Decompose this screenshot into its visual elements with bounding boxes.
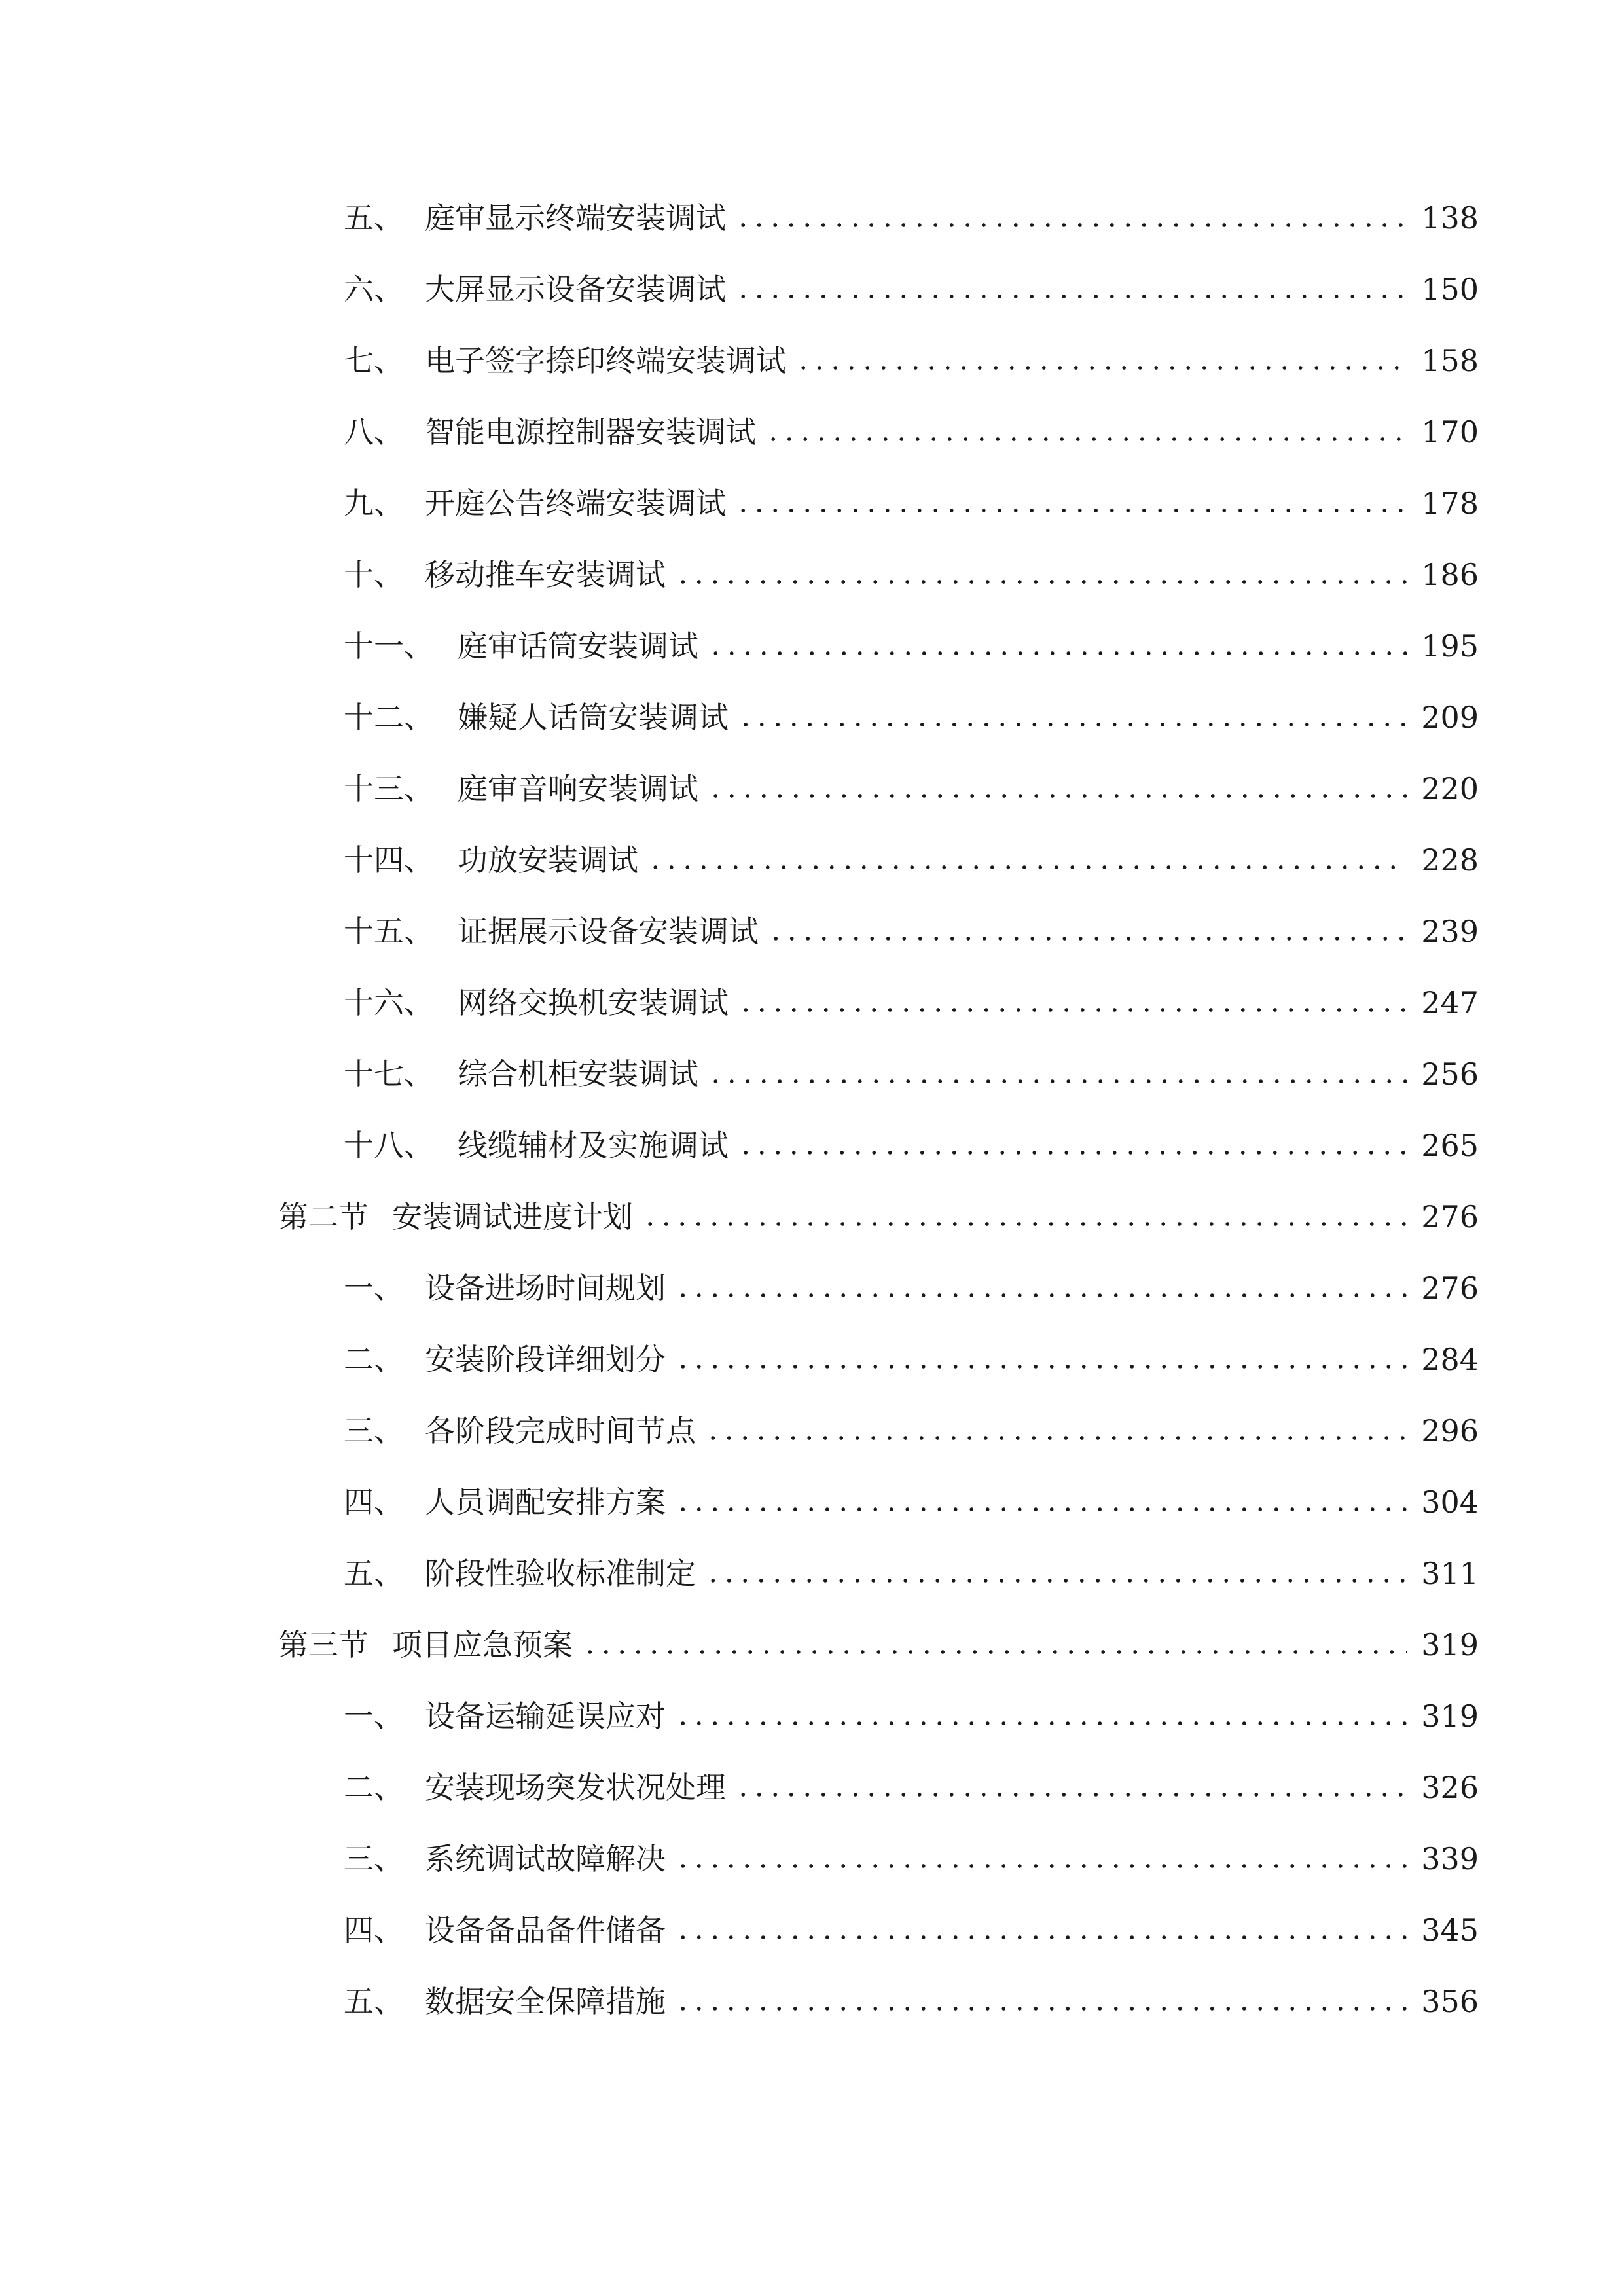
dot-leader [675, 1864, 1407, 1868]
toc-entry-title: 嫌疑人话筒安装调试 [458, 700, 729, 735]
toc-section-entry[interactable] [278, 1191, 1479, 1243]
dot-leader [735, 295, 1407, 298]
toc-entry-number: 八、 [344, 414, 404, 450]
toc-entry-title: 设备备品备件储备 [425, 1912, 666, 1948]
toc-entry-number: 十三、 [344, 771, 434, 806]
toc-entry[interactable] [344, 477, 1479, 529]
dot-leader [765, 437, 1407, 441]
toc-entry-title: 功放安装调试 [458, 842, 638, 878]
toc-entry-title: 庭审话筒安装调试 [458, 628, 698, 664]
toc-entry-title: 庭审显示终端安装调试 [425, 200, 726, 236]
toc-entry-page: 256 [1421, 1056, 1479, 1092]
dot-leader [675, 1507, 1407, 1511]
toc-entry-number: 二、 [344, 1342, 404, 1377]
toc-entry-title: 各阶段完成时间节点 [425, 1413, 696, 1448]
dot-leader [675, 1721, 1407, 1725]
toc-entry-page: 311 [1421, 1556, 1479, 1591]
toc-entry-title: 大屏显示设备安装调试 [425, 272, 726, 307]
toc-section-entry[interactable] [278, 1619, 1479, 1671]
dot-leader [675, 1935, 1407, 1939]
toc-entry-title: 设备运输延误应对 [425, 1698, 666, 1734]
toc-entry-page: 138 [1421, 200, 1479, 236]
toc-entry[interactable] [344, 406, 1479, 458]
toc-entry-page: 158 [1421, 343, 1479, 378]
dot-leader [582, 1650, 1407, 1654]
toc-entry[interactable] [344, 620, 1479, 672]
dot-leader [642, 1222, 1407, 1226]
toc-entry[interactable] [344, 1761, 1479, 1814]
toc-entry-number: 十一、 [344, 628, 434, 664]
toc-entry-page: 319 [1421, 1698, 1479, 1734]
toc-entry-page: 345 [1421, 1912, 1479, 1948]
toc-entry-number: 五、 [344, 1984, 404, 2019]
toc-entry[interactable] [344, 1048, 1479, 1100]
dot-leader [735, 223, 1407, 227]
toc-entry-title: 智能电源控制器安装调试 [425, 414, 756, 450]
toc-entry-title: 庭审音响安装调试 [458, 771, 698, 806]
toc-entry-number: 一、 [344, 1270, 404, 1306]
toc-entry-page: 247 [1421, 985, 1479, 1020]
toc-entry[interactable] [344, 834, 1479, 886]
toc-entry-page: 304 [1421, 1484, 1479, 1520]
toc-entry-page: 170 [1421, 414, 1479, 450]
toc-entry[interactable] [344, 977, 1479, 1029]
toc-entry[interactable] [344, 1904, 1479, 1956]
toc-entry-title: 安装现场突发状况处理 [425, 1770, 726, 1805]
toc-entry-number: 十八、 [344, 1128, 434, 1163]
toc-entry[interactable] [344, 1833, 1479, 1885]
toc-entry-page: 195 [1421, 628, 1479, 664]
toc-entry-number: 十六、 [344, 985, 434, 1020]
toc-entry-page: 326 [1421, 1770, 1479, 1805]
toc-entry-title: 线缆辅材及实施调试 [458, 1128, 729, 1163]
toc-entry-page: 296 [1421, 1413, 1479, 1448]
toc-entry-number: 三、 [344, 1413, 404, 1448]
toc-entry-number: 十五、 [344, 914, 434, 949]
dot-leader [675, 1365, 1407, 1369]
toc-entry-number: 五、 [344, 200, 404, 236]
dot-leader [768, 937, 1407, 941]
toc-entry[interactable] [344, 905, 1479, 958]
toc-entry-page: 319 [1421, 1627, 1479, 1662]
toc-entry[interactable] [344, 1262, 1479, 1314]
toc-entry-number: 四、 [344, 1912, 404, 1948]
toc-section-number: 第三节 [278, 1627, 369, 1662]
toc-entry[interactable] [344, 1975, 1479, 2028]
dot-leader [738, 723, 1407, 726]
toc-entry-page: 339 [1421, 1841, 1479, 1876]
toc-section-number: 第二节 [278, 1199, 369, 1234]
toc-entry-title: 设备进场时间规划 [425, 1270, 666, 1306]
toc-entry[interactable] [344, 1690, 1479, 1742]
toc-entry-number: 七、 [344, 343, 404, 378]
toc-entry[interactable] [344, 1547, 1479, 1600]
toc-entry-page: 209 [1421, 700, 1479, 735]
toc-entry-title: 安装阶段详细划分 [425, 1342, 666, 1377]
toc-entry-page: 239 [1421, 914, 1479, 949]
toc-entry-title: 数据安全保障措施 [425, 1984, 666, 2019]
toc-entry[interactable] [344, 334, 1479, 387]
toc-entry-page: 150 [1421, 272, 1479, 307]
toc-entry-page: 220 [1421, 771, 1479, 806]
toc-entry-title: 系统调试故障解决 [425, 1841, 666, 1876]
toc-entry-title: 综合机柜安装调试 [458, 1056, 698, 1092]
toc-entry[interactable] [344, 1405, 1479, 1457]
dot-leader [705, 1579, 1407, 1583]
toc-entry-title: 电子签字捺印终端安装调试 [425, 343, 786, 378]
dot-leader [675, 1293, 1407, 1297]
toc-entry-title: 人员调配安排方案 [425, 1484, 666, 1520]
toc-entry[interactable] [344, 1476, 1479, 1528]
dot-leader [738, 1008, 1407, 1012]
toc-entry-number: 十、 [344, 557, 404, 592]
toc-entry[interactable] [344, 263, 1479, 315]
toc-entry-number: 九、 [344, 486, 404, 521]
toc-entry-page: 356 [1421, 1984, 1479, 2019]
dot-leader [735, 509, 1407, 512]
toc-entry-number: 一、 [344, 1698, 404, 1734]
toc-entry-page: 276 [1421, 1270, 1479, 1306]
dot-leader [738, 1151, 1407, 1155]
toc-entry-page: 265 [1421, 1128, 1479, 1163]
toc-section-title: 安装调试进度计划 [392, 1199, 633, 1234]
toc-entry-page: 276 [1421, 1199, 1479, 1234]
toc-entry-page: 228 [1421, 842, 1479, 878]
toc-entry[interactable] [344, 548, 1479, 601]
toc-entry-title: 网络交换机安装调试 [458, 985, 729, 1020]
toc-entry[interactable] [344, 192, 1479, 244]
toc-entry-page: 178 [1421, 486, 1479, 521]
dot-leader [795, 366, 1407, 370]
toc-entry-number: 三、 [344, 1841, 404, 1876]
toc-entry-number: 二、 [344, 1770, 404, 1805]
toc-section-title: 项目应急预案 [392, 1627, 573, 1662]
dot-leader [708, 1079, 1407, 1083]
dot-leader [735, 1793, 1407, 1797]
toc-entry-title: 开庭公告终端安装调试 [425, 486, 726, 521]
toc-entry-number: 十二、 [344, 700, 434, 735]
toc-entry-number: 十四、 [344, 842, 434, 878]
dot-leader [708, 651, 1407, 655]
toc-entry-number: 十七、 [344, 1056, 434, 1092]
toc-entry[interactable] [344, 1333, 1479, 1386]
toc-entry[interactable] [344, 691, 1479, 744]
dot-leader [647, 865, 1407, 869]
toc-entry-page: 284 [1421, 1342, 1479, 1377]
toc-entry-number: 五、 [344, 1556, 404, 1591]
toc-entry[interactable] [344, 762, 1479, 815]
toc-entry-number: 四、 [344, 1484, 404, 1520]
dot-leader [705, 1436, 1407, 1440]
toc-entry[interactable] [344, 1119, 1479, 1172]
toc-entry-number: 六、 [344, 272, 404, 307]
dot-leader [708, 794, 1407, 798]
toc-entry-title: 证据展示设备安装调试 [458, 914, 759, 949]
toc-entry-title: 阶段性验收标准制定 [425, 1556, 696, 1591]
toc-entry-page: 186 [1421, 557, 1479, 592]
dot-leader [675, 2007, 1407, 2011]
toc-entry-title: 移动推车安装调试 [425, 557, 666, 592]
dot-leader [675, 580, 1407, 584]
